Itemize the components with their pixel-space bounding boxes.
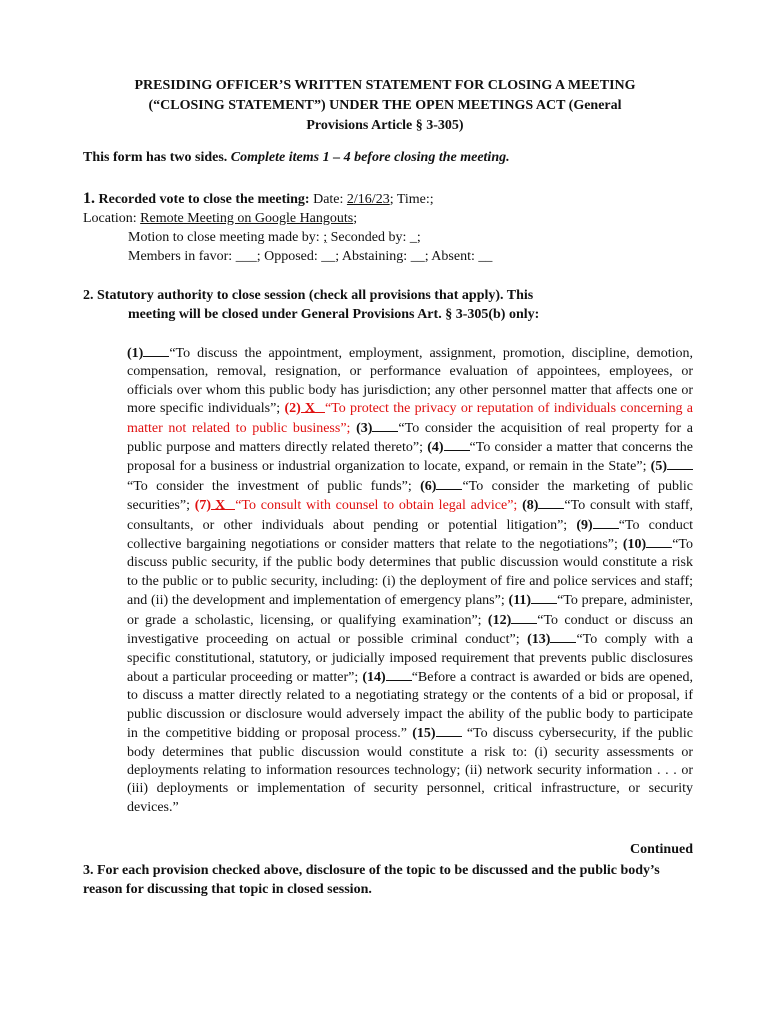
checkbox-blank-6[interactable] [436,477,462,490]
checkbox-blank-8[interactable] [538,496,564,509]
vote-time[interactable]: ; Time:; [389,192,434,207]
provision-3: (3) “To consider the acquisition of real property for a public purpose and matters directly related thereto”; [127,420,693,456]
section-1-recorded-vote: 1. Recorded vote to close the meeting: Date: 2/16/23; Time:; Location: Remote Meeting on Google Hangouts; Motion to close meeting made by: ; Seconded by: _; Members in favor: ___; Opposed: __; Abstaining: __; Absent: __ [83,190,493,264]
title-line-1: PRESIDING OFFICER’S WRITTEN STATEMENT FOR CLOSING A MEETING [134,78,636,93]
motion-label: Motion to close meeting made by: [128,230,324,245]
section-2-line-1: 2. Statutory authority to close session (check all provisions that apply). This [83,288,534,303]
section-2-statutory-authority [83,286,539,324]
provision-14: (14) “Before a contract is awarded or bids are opened, to discuss a matter directly related to a negotiating strategy or the contents of a bid or proposal, if public discussion or disclosure would adversely impact the ability of the public body to participate in the competitive bidding or proposal process.” [127,669,694,742]
checkbox-blank-15[interactable] [436,724,462,737]
form-title [100,76,670,136]
provisions-list [127,344,693,817]
provision-2: (2) X “To protect the privacy or reputation of individuals concerning a matter not related to public business”; [127,401,694,436]
motion-made-by[interactable]: ; [323,230,328,245]
provision-12: (12) “To conduct or discuss an investigative proceeding on actual or possible criminal conduct”; [127,612,693,648]
checkbox-blank-3[interactable] [372,419,398,432]
section-3-disclosure-heading: 3. For each provision checked above, disclosure of the topic to be discussed and the public body’s reason for discussing that topic in closed session. [83,863,660,897]
form-instructions: This form has two sides. Complete items 1 – 4 before closing the meeting. [83,150,510,165]
title-line-2: (“CLOSING STATEMENT”) UNDER THE OPEN MEETINGS ACT (General [148,98,622,113]
provision-6: (6) “To consider the marketing of public securities”; [127,478,693,514]
provision-4: (4) “To consider a matter that concerns the proposal for a business or industrial organization to locate, expand, or remain in the State”; [127,440,693,475]
instructions-italic: Complete items 1 – 4 before closing the meeting. [230,150,510,165]
provision-7: (7) X “To consult with counsel to obtain legal advice”; [194,498,523,514]
vote-tally[interactable]: Members in favor: ___; Opposed: __; Abstaining: __; Absent: __ [128,249,493,264]
section-1-label: Recorded vote to close the meeting: [95,192,310,207]
provision-9: (9) “To conduct collective bargaining negotiations or consider matters that relate to the negotiations”; [127,517,693,553]
checkbox-blank-9[interactable] [593,516,619,529]
checkbox-blank-13[interactable] [550,630,576,643]
checkbox-blank-4[interactable] [444,438,470,451]
provision-11: (11) “To prepare, administer, or grade a scholastic, licensing, or qualifying examination”; [127,593,693,628]
provision-5: (5)“To consider the investment of public funds”; [127,459,693,493]
continued-label: Continued [629,842,693,857]
checkbox-blank-7[interactable]: X [211,497,235,510]
provision-8: (8) “To consult with staff, consultants, or other individuals about pending or potential litigation”; [127,498,693,533]
title-line-3: Provisions Article § 3-305) [306,118,464,133]
provision-13: (13) “To comply with a specific constitutional, statutory, or judicially imposed requirement that prevents public disclosures about a particular proceeding or matter”; [127,632,693,685]
checkbox-blank-2[interactable]: X [301,400,325,413]
checkbox-blank-12[interactable] [511,611,537,624]
checkbox-blank-10[interactable] [646,535,672,548]
provision-1: (1) “To discuss the appointment, employment, assignment, promotion, discipline, demotion, compensation, removal, resignation, or performance evaluation of appointees, employees, or officials over whom this public body has jurisdiction; any other personnel matter that affects one or more specific individuals”; [127,346,693,417]
checkbox-blank-14[interactable] [386,668,412,681]
checkbox-blank-1[interactable] [143,344,169,357]
seconded-by[interactable]: Seconded by: _; [327,230,421,245]
meeting-location[interactable]: Remote Meeting on Google Hangouts [140,211,354,226]
vote-date[interactable]: 2/16/23 [346,192,390,207]
section-2-line-2: meeting will be closed under General Provisions Art. § 3-305(b) only: [128,307,540,322]
section-1-number: 1. [83,190,95,207]
provision-10: (10) “To discuss public security, if the public body determines that public discussion would constitute a risk to the public or to public security, including: (i) the deployment of fire and police services and staff; and (ii) the development and implementation of emergency plans”; [127,537,693,609]
provision-15: (15) “To discuss cybersecurity, if the public body determines that public discussion would constitute a risk to: (i) security assessments or deployments relating to information resources technology; (ii) network security information . . . or (iii) deployments or implementation of security personnel, critical infrastructure, or security devices.” [127,726,693,815]
checkbox-blank-11[interactable] [531,591,557,604]
checkbox-blank-5[interactable] [667,457,693,470]
